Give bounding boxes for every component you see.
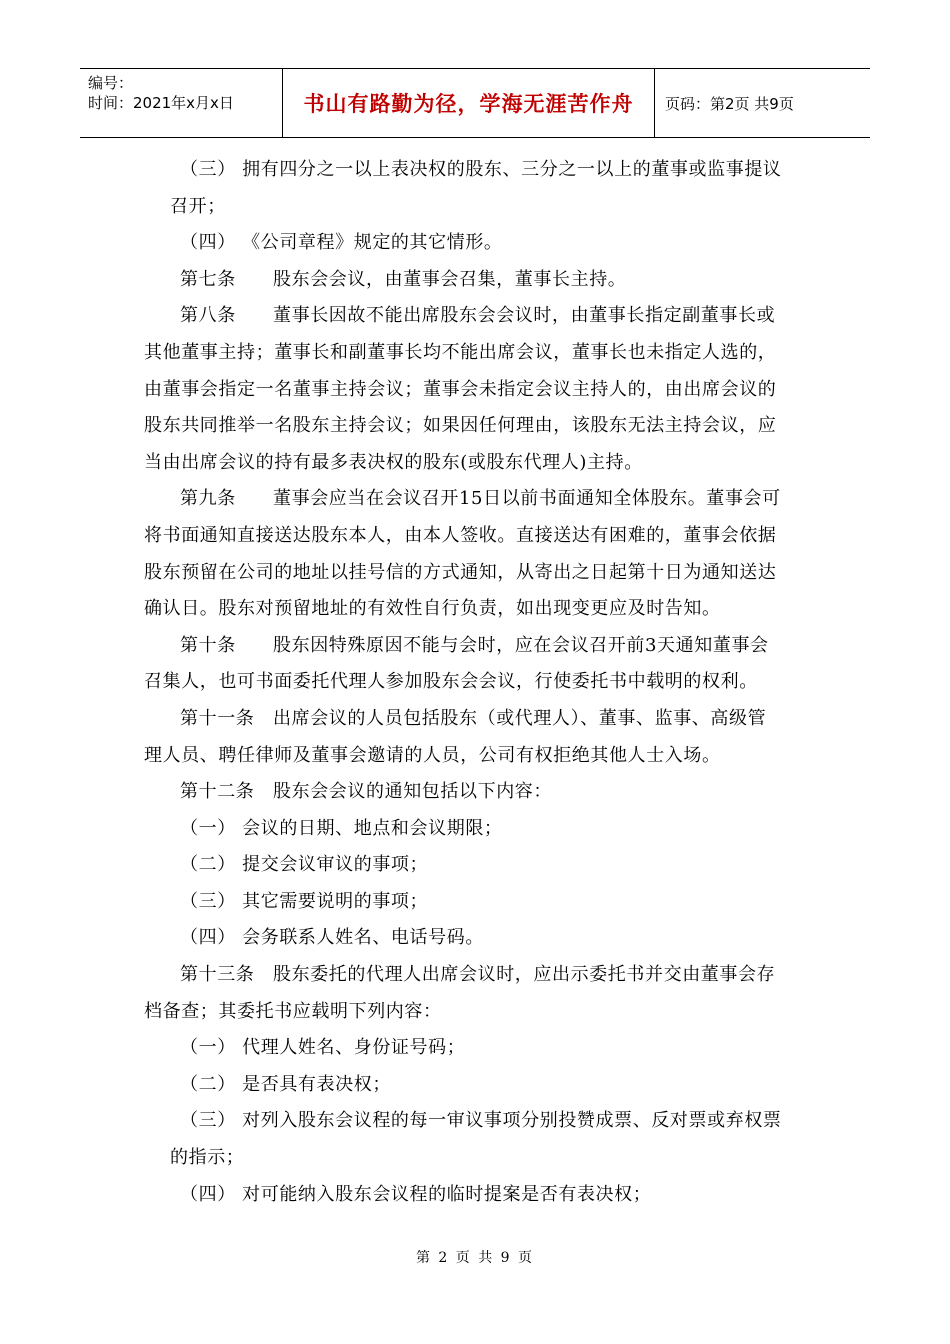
paragraph-line: 召集人，也可书面委托代理人参加股东会会议，行使委托书中载明的权利。 xyxy=(144,671,758,693)
paragraph-line: （三） 拥有四分之一以上表决权的股东、三分之一以上的董事或监事提议 xyxy=(180,159,782,180)
article-heading-line: 第十条 股东因特殊原因不能与会时，应在会议召开前3天通知董事会 xyxy=(180,634,769,656)
paragraph-line: 将书面通知直接送达股东本人，由本人签收。直接送达有困难的，董事会依据 xyxy=(144,524,777,546)
article-heading-line: 第七条 股东会会议，由董事会召集，董事长主持。 xyxy=(180,268,627,290)
paragraph-line: 召开； xyxy=(170,195,226,217)
paragraph-line: 由董事会指定一名董事主持会议；董事会未指定会议主持人的，由出席会议的 xyxy=(144,378,777,400)
list-item: （一） 代理人姓名、身份证号码； xyxy=(180,1037,466,1059)
header-page-number: 页码：第2页 共9页 xyxy=(665,94,794,113)
paragraph-line: （四） 《公司章程》规定的其它情形。 xyxy=(180,232,503,254)
list-item: （二） 是否具有表决权； xyxy=(180,1073,391,1095)
list-item: （二） 提交会议审议的事项； xyxy=(180,854,429,876)
paragraph-line: 理人员、聘任律师及董事会邀请的人员，公司有权拒绝其他人士入场。 xyxy=(144,744,721,766)
article-heading-line: 第十二条 股东会会议的通知包括以下内容： xyxy=(180,781,552,803)
paragraph-line: 股东预留在公司的地址以挂号信的方式通知，从寄出之日起第十日为通知送达 xyxy=(144,561,777,583)
document-number-label: 编号： xyxy=(88,74,134,92)
page-footer: 第 2 页 共 9 页 xyxy=(415,1250,535,1266)
list-item: （四） 会务联系人姓名、电话号码。 xyxy=(180,927,484,949)
list-item: （三） 其它需要说明的事项； xyxy=(180,890,429,912)
paragraph-line: 股东共同推举一名股东主持会议；如果因任何理由，该股东无法主持会议，应 xyxy=(144,415,777,437)
article-heading-line: 第十三条 股东委托的代理人出席会议时，应出示委托书并交由董事会存 xyxy=(180,964,776,986)
paragraph-line: 档备查；其委托书应载明下列内容： xyxy=(144,1000,442,1022)
paragraph-line: 确认日。股东对预留地址的有效性自行负责，如出现变更应及时告知。 xyxy=(144,598,721,620)
list-item: （三） 对列入股东会议程的每一审议事项分别投赞成票、反对票或弃权票 xyxy=(180,1110,782,1132)
header-motto: 书山有路勤为径，学海无涯苦作舟 xyxy=(283,69,655,137)
document-body xyxy=(144,152,810,1213)
header-meta xyxy=(80,69,283,137)
list-item: （四） 对可能纳入股东会议程的临时提案是否有表决权； xyxy=(180,1183,652,1205)
paragraph-line: 其他董事主持；董事长和副董事长均不能出席会议，董事长也未指定人选的， xyxy=(144,341,777,363)
document-time-label: 时间：2021年x月x日 xyxy=(88,94,234,112)
list-item: （一） 会议的日期、地点和会议期限； xyxy=(180,817,503,839)
page-header xyxy=(80,68,870,138)
paragraph-line: 当由出席会议的持有最多表决权的股东(或股东代理人)主持。 xyxy=(144,451,643,473)
article-heading-line: 第八条 董事长因故不能出席股东会会议时，由董事长指定副董事长或 xyxy=(180,305,776,327)
article-heading-line: 第九条 董事会应当在会议召开15日以前书面通知全体股东。董事会可 xyxy=(180,488,781,510)
paragraph-line: 的指示； xyxy=(170,1147,245,1169)
article-heading-line: 第十一条 出席会议的人员包括股东（或代理人）、董事、监事、高级管 xyxy=(180,707,767,729)
